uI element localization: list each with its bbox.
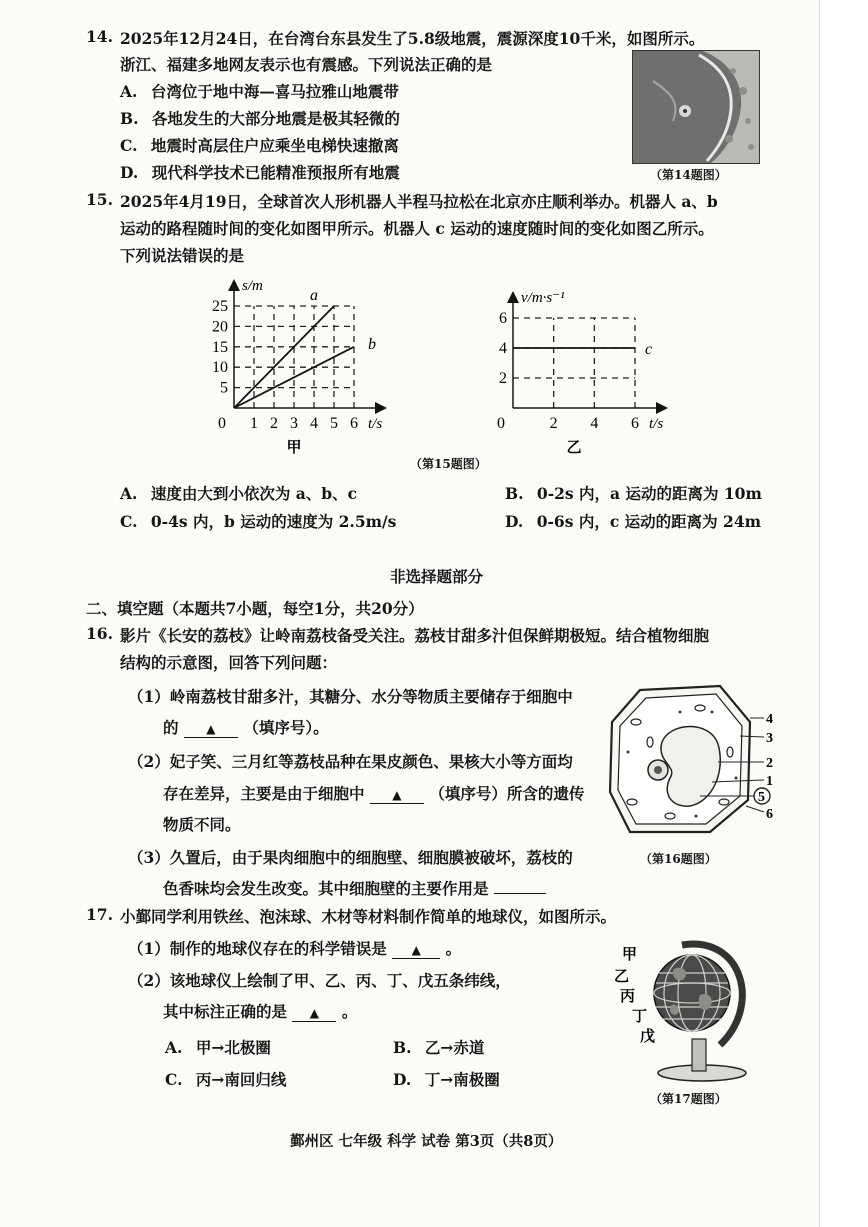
q17-part1 [128, 937, 461, 959]
latitude-label-bing: 丙 [620, 989, 636, 1005]
q15-option-a[interactable] [120, 482, 357, 504]
option-label: A. [120, 484, 138, 503]
answer-blank[interactable] [184, 718, 238, 738]
option-text: 台湾位于地中海—喜马拉雅山地震带 [150, 82, 399, 101]
y-tick-label: 25 [212, 298, 228, 315]
option-label: A. [165, 1038, 183, 1057]
triangle-icon: ▲ [411, 943, 421, 957]
series-label-b: b [368, 335, 376, 353]
y-tick-label: 6 [499, 310, 507, 327]
text: 。 [341, 1002, 358, 1021]
q15-stem-line3: 下列说法错误的是 [120, 246, 245, 265]
x-tick-label: 4 [590, 415, 599, 432]
x-tick-label: 2 [270, 415, 278, 432]
cell-label-4: 4 [766, 712, 773, 727]
option-label: C. [120, 512, 138, 531]
triangle-icon: ▲ [392, 788, 402, 802]
q17-figure-caption: （第17题图） [650, 1092, 727, 1106]
text: 。 [445, 939, 462, 958]
option-text: 现代科学技术已能精准预报所有地震 [151, 163, 400, 182]
option-label: D. [393, 1070, 412, 1089]
option-text: 0-2s 内，a 运动的距离为 10m [536, 484, 762, 503]
y-tick-label: 4 [499, 340, 507, 357]
q17-stem-line1: 小鄞同学利用铁丝、泡沫球、木材等材料制作简单的地球仪，如图所示。 [120, 907, 617, 926]
option-text: 地震时高层住户应乘坐电梯快速撤离 [150, 136, 399, 155]
q16-stem-line2: 结构的示意图，回答下列问题： [120, 653, 338, 672]
section-heading: 二、填空题（本题共7小题，每空1分，共20分） [86, 599, 424, 618]
page-edge [819, 0, 868, 1227]
option-label: B. [120, 109, 139, 128]
q14-stem-line2: 浙江、福建多地网友表示也有震感。下列说法正确的是 [120, 55, 493, 74]
cell-label-5: 5 [758, 790, 765, 805]
cell-label-1: 1 [766, 774, 773, 789]
answer-blank[interactable] [292, 1002, 336, 1022]
series-label-c: c [645, 341, 653, 358]
q16-figure-caption: （第16题图） [640, 852, 717, 866]
q16-part1-line2 [163, 716, 329, 738]
latitude-label-wu: 戊 [640, 1029, 656, 1045]
answer-blank[interactable] [370, 784, 424, 804]
x-axis-label: t/s [649, 416, 664, 432]
y-tick-label: 2 [499, 370, 507, 387]
q17-option-d[interactable] [393, 1068, 500, 1090]
plant-cell-diagram [600, 682, 780, 842]
answer-blank[interactable] [494, 879, 546, 894]
q16-part2-line1: （2）妃子笑、三月红等荔枝品种在果皮颜色、果核大小等方面均 [128, 752, 573, 771]
q16-part3-line1: （3）久置后，由于果肉细胞中的细胞壁、细胞膜被破坏，荔枝的 [128, 848, 573, 867]
option-label: B. [505, 484, 524, 503]
y-axis-label: v/m·s⁻¹ [521, 290, 565, 306]
option-text: 乙→赤道 [424, 1038, 485, 1057]
q14-option-c[interactable] [120, 134, 399, 156]
option-label: D. [120, 163, 139, 182]
latitude-label-jia: 甲 [622, 947, 638, 963]
x-tick-label: 0 [218, 415, 226, 432]
q16-part2-line2 [163, 782, 584, 804]
q17-part2-line2 [163, 1000, 357, 1022]
text: （填序号）。 [243, 718, 329, 737]
q15-stem-line2: 运动的路程随时间的变化如图甲所示。机器人 c 运动的速度随时间的变化如图乙所示。 [120, 219, 714, 238]
text: 其中标注正确的是 [163, 1002, 288, 1021]
option-text: 各地发生的大部分地震是极其轻微的 [151, 109, 400, 128]
option-text: 丙→南回归线 [195, 1070, 287, 1089]
x-tick-label: 2 [549, 415, 558, 432]
option-text: 0-4s 内，b 运动的速度为 2.5m/s [150, 512, 397, 531]
globe-model-diagram [612, 935, 762, 1085]
q14-option-a[interactable] [120, 80, 399, 102]
x-tick-label: 6 [631, 415, 639, 432]
v-t-graph-yi [475, 278, 685, 458]
option-label: B. [393, 1038, 412, 1057]
y-axis-label: s/m [242, 278, 263, 294]
cell-label-6: 6 [766, 807, 773, 822]
q16-number: 16. [86, 624, 113, 643]
page-footer: 鄞州区 七年级 科学 试卷 第3页（共8页） [290, 1133, 563, 1150]
chart-caption: 乙 [566, 440, 582, 456]
q14-number: 14. [86, 27, 113, 46]
q17-option-c[interactable] [165, 1068, 286, 1090]
taiwan-satellite-image [632, 50, 760, 164]
triangle-icon: ▲ [206, 722, 216, 736]
option-label: C. [165, 1070, 183, 1089]
q17-part2-line1: （2）该地球仪上绘制了甲、乙、丙、丁、戊五条纬线， [128, 971, 511, 990]
text: 存在差异，主要是由于细胞中 [163, 784, 365, 803]
x-tick-label: 3 [290, 415, 298, 432]
text: 色香味均会发生改变。其中细胞壁的主要作用是 [163, 879, 489, 898]
q15-option-c[interactable] [120, 510, 396, 532]
option-text: 速度由大到小依次为 a、b、c [150, 484, 358, 503]
text: 的 [163, 718, 179, 737]
y-tick-label: 5 [220, 379, 228, 397]
x-tick-label: 4 [310, 415, 318, 432]
series-label-a: a [310, 287, 318, 304]
q15-number: 15. [86, 190, 113, 209]
x-tick-label: 5 [330, 415, 338, 432]
option-label: A. [120, 82, 138, 101]
answer-blank[interactable] [392, 939, 440, 959]
section-title: 非选择题部分 [390, 567, 484, 586]
series-line-b [234, 347, 354, 408]
y-tick-label: 10 [212, 359, 228, 377]
option-label: C. [120, 136, 138, 155]
q17-option-b[interactable] [393, 1036, 484, 1058]
q14-figure-caption: （第14题图） [650, 168, 727, 182]
q15-stem-line1: 2025年4月19日，全球首次人形机器人半程马拉松在北京亦庄顺利举办。机器人 a、b [120, 192, 718, 211]
latitude-label-yi: 乙 [614, 969, 630, 985]
option-label: D. [505, 512, 524, 531]
text: （填序号）所含的遗传 [429, 784, 585, 803]
q15-option-b[interactable] [505, 482, 762, 504]
y-tick-label: 20 [212, 318, 228, 336]
q16-part3-line2 [163, 877, 546, 899]
triangle-icon: ▲ [309, 1006, 320, 1020]
x-tick-label: 0 [497, 415, 505, 432]
text: （1）制作的地球仪存在的科学错误是 [128, 939, 387, 958]
series-line-a [234, 306, 334, 408]
option-text: 0-6s 内，c 运动的距离为 24m [536, 512, 762, 531]
s-t-graph-jia [200, 278, 400, 458]
x-tick-label: 6 [350, 415, 358, 432]
latitude-label-ding: 丁 [632, 1009, 648, 1025]
chart-caption: 甲 [286, 440, 302, 456]
x-axis-label: t/s [368, 416, 383, 432]
q16-part2-line3: 物质不同。 [163, 815, 241, 834]
x-tick-label: 1 [250, 415, 258, 432]
option-text: 丁→南极圈 [424, 1070, 500, 1089]
q17-number: 17. [86, 905, 113, 924]
q16-stem-line1: 影片《长安的荔枝》让岭南荔枝备受关注。荔枝甘甜多汁但保鲜期极短。结合植物细胞 [120, 626, 710, 645]
cell-label-3: 3 [766, 731, 773, 746]
q17-option-a[interactable] [165, 1036, 271, 1058]
option-text: 甲→北极圈 [195, 1038, 271, 1057]
q14-stem-line1: 2025年12月24日，在台湾台东县发生了5.8级地震，震源深度10千米，如图所示。 [120, 29, 705, 48]
cell-label-2: 2 [766, 756, 773, 771]
q16-part1-line1: （1）岭南荔枝甘甜多汁，其糖分、水分等物质主要储存于细胞中 [128, 687, 573, 706]
q14-option-b[interactable] [120, 107, 400, 129]
y-tick-label: 15 [212, 338, 228, 356]
q15-option-d[interactable] [505, 510, 761, 532]
q14-option-d[interactable] [120, 161, 400, 183]
q15-figure-caption: （第15题图） [410, 457, 487, 471]
